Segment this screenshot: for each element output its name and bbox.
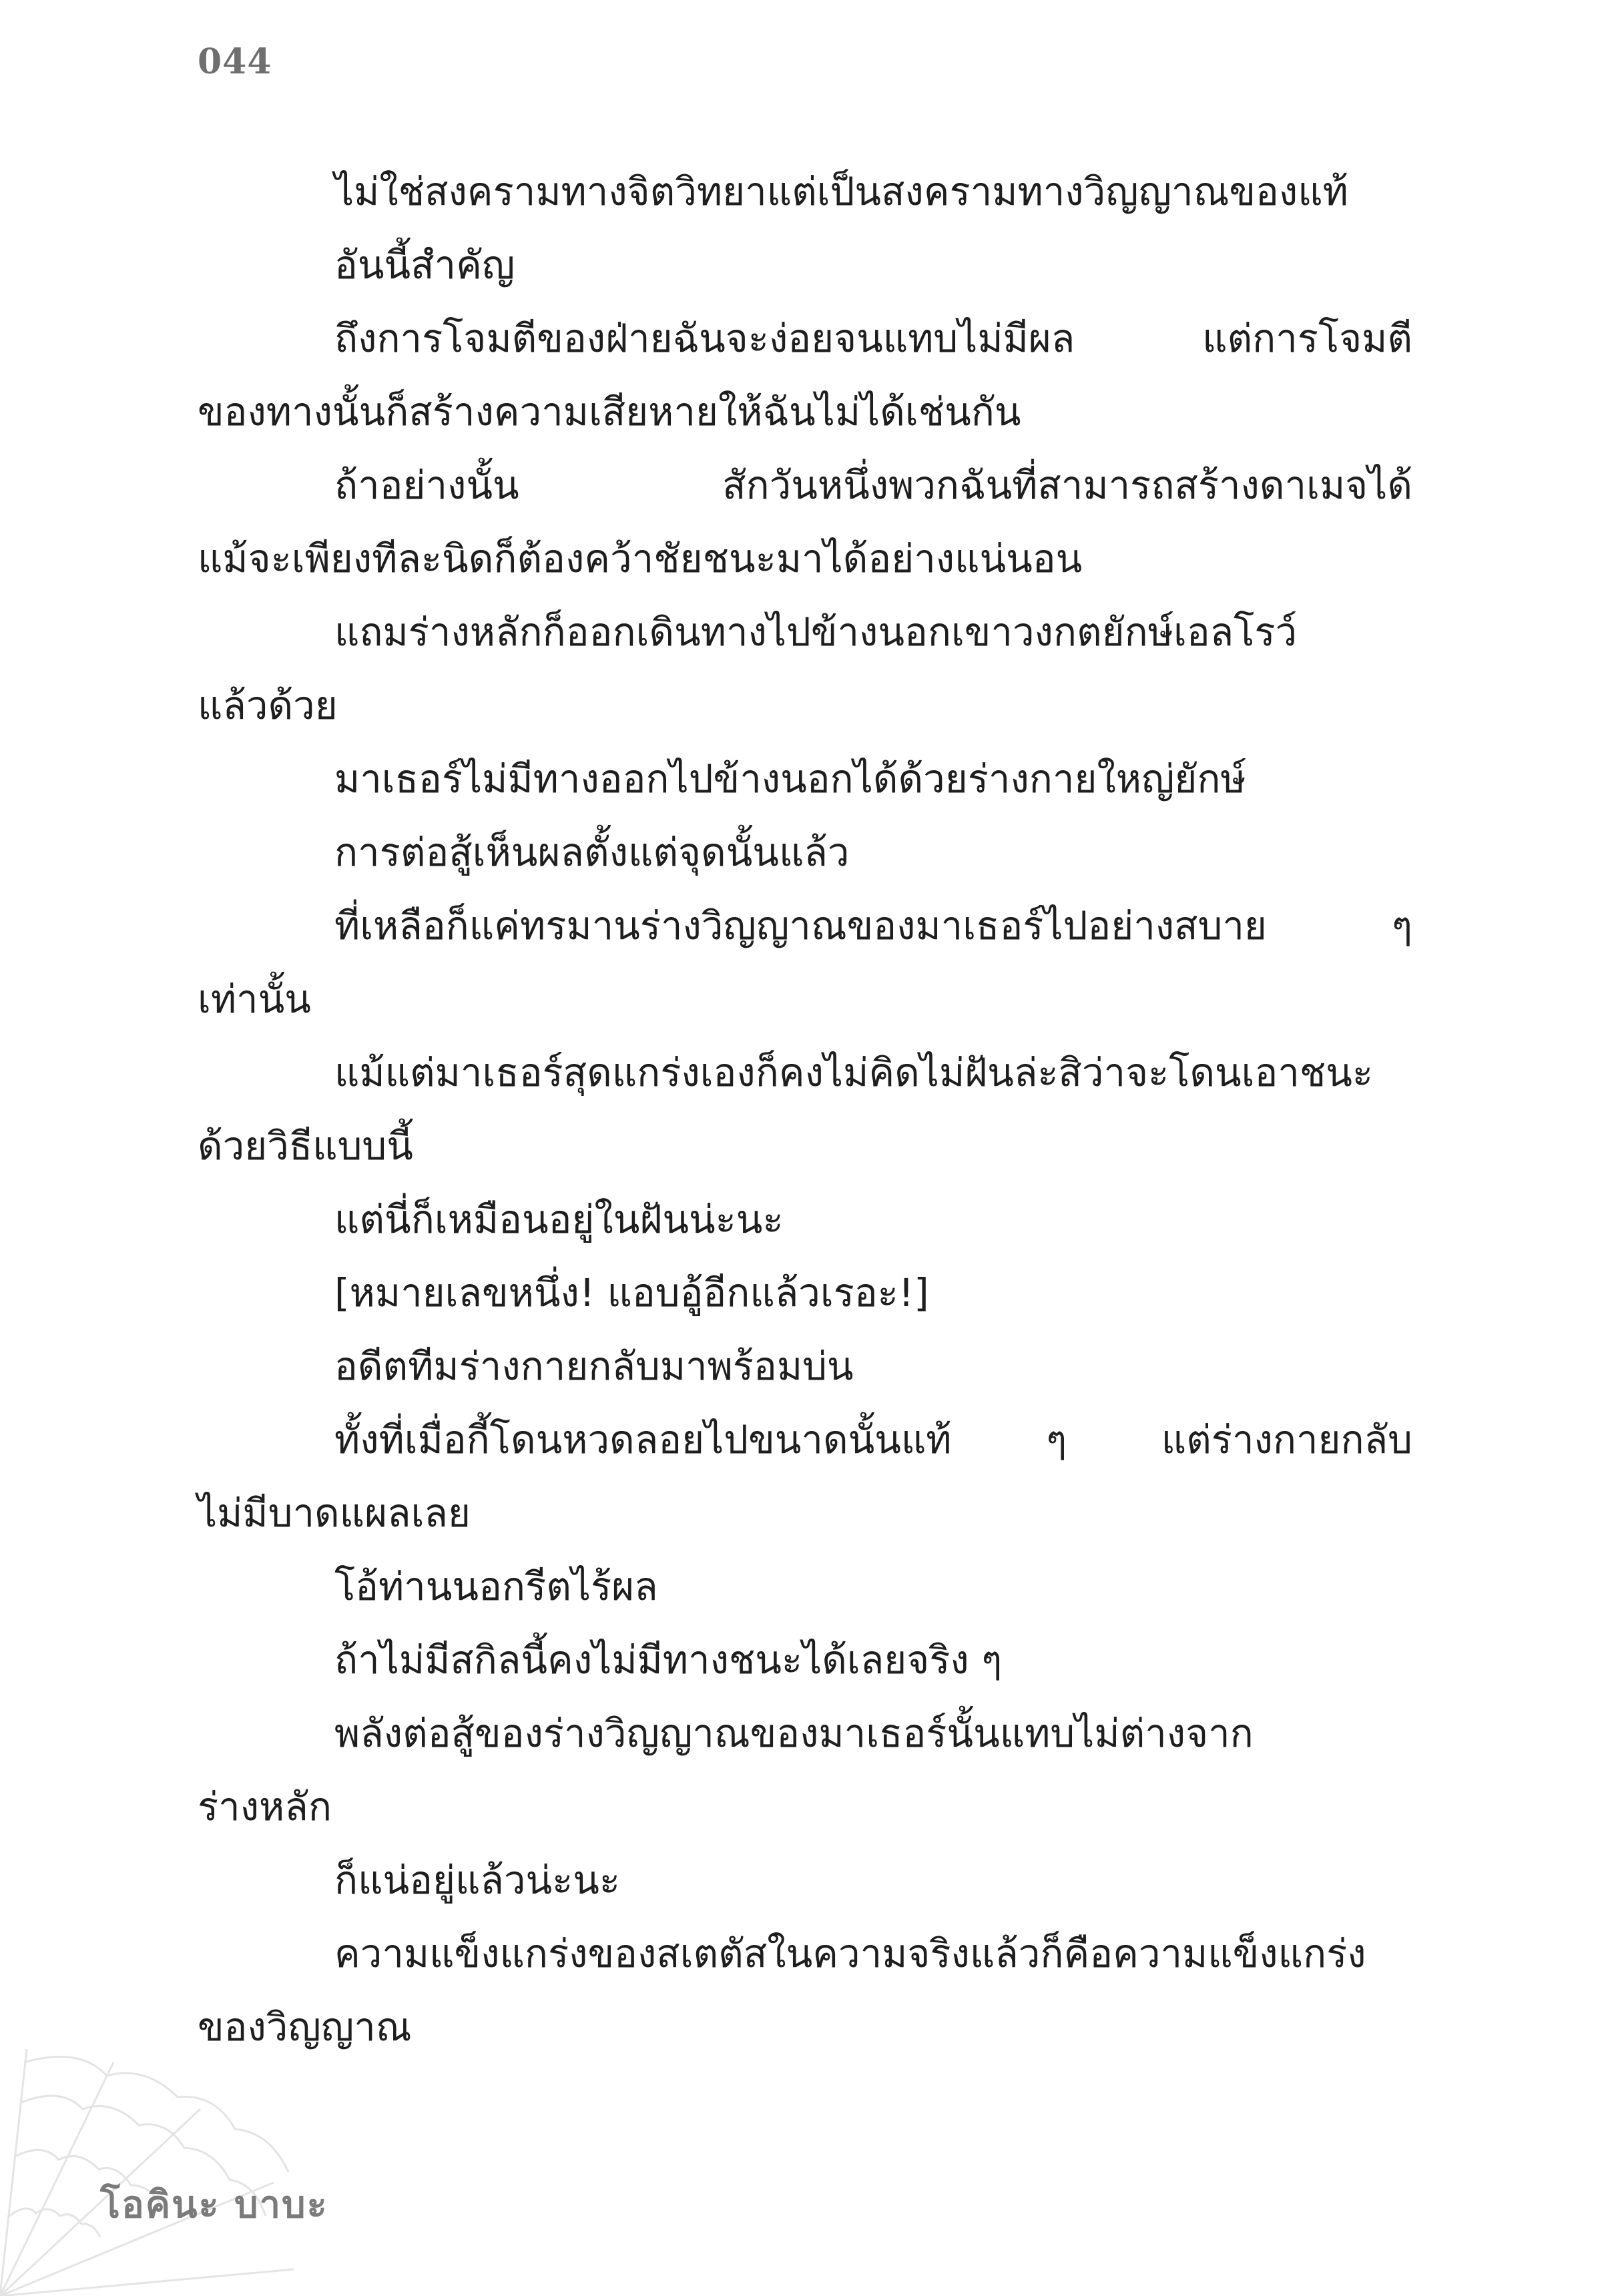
text-line: อดีตทีมร่างกายกลับมาพร้อมบ่น: [334, 1344, 854, 1389]
text-line: พลังต่อสู้ของร่างวิญญาณของมาเธอร์นั้นแทบไม่ต่างจาก: [334, 1711, 1254, 1756]
text-line: ก็แน่อยู่แล้วน่ะนะ: [334, 1857, 621, 1903]
text-line: แต่นี่ก็เหมือนอยู่ในฝันน่ะนะ: [334, 1197, 784, 1242]
footer-series-title: โอคินะ บาบะ: [100, 2183, 328, 2227]
text-line: ถึงการโจมตีของฝ่ายฉันจะง่อยจนแทบไม่มีผล แต่การโจมตี: [334, 316, 1412, 361]
text-line: ร่างหลัก: [198, 1784, 332, 1829]
text-line: ของทางนั้นก็สร้างความเสียหายให้ฉันไม่ได้เช่นกัน: [198, 389, 1021, 435]
text-line: ถ้าอย่างนั้น สักวันหนึ่งพวกฉันที่สามารถสร้างดาเมจได้: [334, 463, 1412, 508]
text-line: แม้จะเพียงทีละนิดก็ต้องคว้าชัยชนะมาได้อย่างแน่นอน: [198, 536, 1083, 581]
text-line: มาเธอร์ไม่มีทางออกไปข้างนอกได้ด้วยร่างกายใหญ่ยักษ์: [334, 756, 1246, 802]
text-line: อันนี้สำคัญ: [334, 242, 515, 288]
text-line: ความแข็งแกร่งของสเตตัสในความจริงแล้วก็คือความแข็งแกร่ง: [334, 1931, 1366, 1976]
text-line: ด้วยวิธีแบบนี้: [198, 1123, 413, 1169]
text-line: แถมร่างหลักก็ออกเดินทางไปข้างนอกเขาวงกตยักษ์เอลโรว์: [334, 609, 1298, 655]
text-line: ทั้งที่เมื่อกี้โดนหวดลอยไปขนาดนั้นแท้ ๆ แต่ร่างกายกลับ: [334, 1417, 1412, 1462]
page-number: 044: [198, 41, 272, 82]
text-line: แม้แต่มาเธอร์สุดแกร่งเองก็คงไม่คิดไม่ฝันล่ะสิว่าจะโดนเอาชนะ: [334, 1050, 1374, 1095]
text-line: ของวิญญาณ: [198, 2004, 412, 2050]
text-line: ไม่ใช่สงครามทางจิตวิทยาแต่เป็นสงครามทางวิญญาณของแท้: [334, 169, 1348, 214]
text-line: ไม่มีบาดแผลเลย: [198, 1490, 471, 1536]
text-line: [หมายเลขหนึ่ง! แอบอู้อีกแล้วเรอะ!]: [334, 1270, 929, 1316]
text-line: เท่านั้น: [198, 976, 311, 1022]
text-line: ถ้าไม่มีสกิลนี้คงไม่มีทางชนะได้เลยจริง ๆ: [334, 1637, 1003, 1683]
text-line: แล้วด้วย: [198, 683, 338, 728]
text-line: โอ้ท่านนอกรีตไร้ผล: [334, 1564, 658, 1609]
spider-web-icon: [0, 2049, 294, 2296]
text-line: การต่อสู้เห็นผลตั้งแต่จุดนั้นแล้ว: [334, 830, 850, 875]
text-line: ที่เหลือก็แค่ทรมานร่างวิญญาณของมาเธอร์ไปอย่างสบาย ๆ: [334, 903, 1412, 948]
